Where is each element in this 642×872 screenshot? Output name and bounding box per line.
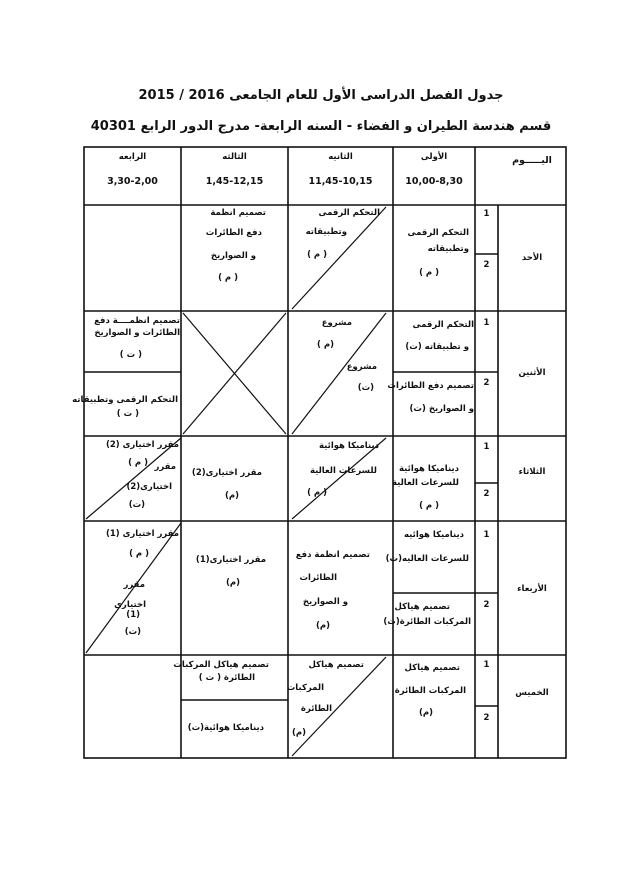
wed-p2-line: و الصواريخ [302, 597, 348, 607]
sun-p3-line: دفع الطائرات [205, 228, 262, 238]
thu-p1-line: تصميم هياكل [404, 663, 460, 673]
mon-p4a-line: ( ت ) [119, 350, 142, 360]
mon-p1b-line: و الصواريخ (ت) [409, 404, 474, 414]
thu-p2b-line: الطائرة [300, 704, 332, 714]
wed-p4b-line: (1) [126, 610, 140, 620]
group-number: 1 [483, 318, 490, 328]
day-thu: الخميس [515, 688, 549, 698]
group-number: 1 [483, 209, 490, 219]
tue-p3-line: مقرر اختيارى(2) [191, 468, 262, 478]
mon-p1a-line: التحكم الرقمى [412, 320, 474, 330]
sun-p3-line: تصميم انظمة [210, 208, 266, 218]
sun-p2-line: التحكم الرقمى [318, 208, 380, 218]
tue-p2b-line: ( م ) [307, 488, 327, 498]
group-number: 2 [483, 260, 490, 270]
thu-p3b-line: ديناميكا هوائية(ت) [187, 723, 264, 733]
mon-p4a-line: الطائرات و الصواريخ [94, 328, 180, 338]
wed-p2-line: الطائرات [299, 573, 337, 583]
header-period-2-time: 11,45-10,15 [308, 176, 373, 187]
tue-p2a-line: ديناميكا هوائية [319, 441, 379, 451]
wed-p4a-line: مقرر اختيارى (1) [105, 529, 179, 539]
day-wed: الأربعاء [517, 584, 547, 594]
group-number: 1 [483, 660, 490, 670]
sun-p2-line: ( م ) [307, 250, 327, 260]
tue-p4b-line: (ت) [128, 500, 145, 510]
mon-p2a-line: مشروع [321, 318, 352, 328]
header-period-3-name: الثالثه [222, 152, 247, 162]
tue-p2b-line: للسرعات العالية [309, 466, 377, 476]
tue-p1-line: ديناميكا هوائية [399, 464, 459, 474]
page-subtitle: قسم هندسة الطيران و الفضاء - السنه الرابعة- مدرج الدور الرابع 40301 [90, 119, 552, 134]
thu-p3a-line: تصميم هياكل المركبات [173, 660, 269, 670]
mon-p2b-line: مشروع [346, 362, 377, 372]
group-number: 1 [483, 530, 490, 540]
thu-p2b-line: (م) [292, 728, 306, 738]
header-period-2-name: الثانيه [328, 152, 353, 162]
wed-p1a-line: للسرعات العاليه(ت) [385, 554, 469, 564]
group-number: 2 [483, 600, 490, 610]
wed-p3-line: مقرر اختيارى(1) [195, 555, 266, 565]
mon-p4b-line: التحكم الرقمى وتطبيقاته [72, 395, 178, 405]
mon-p2a-line: (م ) [317, 340, 334, 350]
group-number: 1 [483, 442, 490, 452]
tue-p4b-line: مقرر [154, 462, 176, 472]
header-period-4-name: الرابعه [118, 152, 147, 162]
tue-p1-line: ( م ) [419, 501, 439, 511]
day-sun: الأحد [521, 253, 543, 263]
tue-p4a-line: ( م ) [128, 458, 148, 468]
mon-p4a-line: تصميم انظمــــة دفع [94, 316, 180, 326]
mon-p1a-line: و تطبيقاته (ت) [405, 342, 469, 352]
mon-p2b-line: (ت) [357, 383, 374, 393]
wed-p4b-line: (ت) [124, 627, 141, 637]
wed-p2-line: تصميم انظمة دفع [295, 550, 370, 560]
sun-p2-line: وتطبيقاته [305, 227, 347, 237]
header-period-3-time: 1,45-12,15 [205, 176, 264, 187]
wed-p4b-line: مقرر [123, 580, 145, 590]
wed-p4b-line: اختيارى [114, 600, 146, 610]
sun-p3-line: و الصواريخ [210, 251, 256, 261]
group-number: 2 [483, 489, 490, 499]
page-title: جدول الفصل الدراسى الأول للعام الجامعى 2016 / 2015 [138, 88, 504, 103]
day-tue: الثلاثاء [518, 467, 546, 477]
tue-p4b-line: اختيارى(2) [126, 482, 172, 492]
header-period-1-time: 10,00-8,30 [405, 176, 463, 187]
day-mon: الأثنين [518, 368, 546, 378]
group-number: 2 [483, 713, 490, 723]
thu-p1-line: (م) [419, 708, 433, 718]
thu-p2b-line: المركبات [286, 683, 324, 693]
thu-p3a-line: الطائرة ( ت ) [198, 673, 255, 683]
sun-p1-line: وتطبيقاته [427, 244, 469, 254]
tue-p1-line: للسرعات العالية [391, 478, 459, 488]
header-day-label: اليـــــوم [512, 155, 552, 166]
thu-p1-line: المركبات الطائرة [394, 686, 466, 696]
mon-p1b-line: تصميم دفع الطائرات [387, 381, 474, 391]
wed-p2-line: (م) [316, 621, 330, 631]
sun-p1-line: التحكم الرقمى [407, 228, 469, 238]
wed-p1b-line: تصميم هياكل [394, 602, 450, 612]
sun-p1-line: ( م ) [419, 268, 439, 278]
header-period-1-name: الأولى [420, 152, 448, 162]
wed-p3-line: (م) [226, 578, 240, 588]
tue-p3-line: (م) [225, 491, 239, 501]
thu-p2a-line: تصميم هياكل [308, 660, 364, 670]
wed-p1b-line: المركبات الطائرة(ت) [383, 617, 471, 627]
wed-p4a-line: ( م ) [129, 549, 149, 559]
mon-p4b-line: ( ت ) [116, 409, 139, 419]
diag-mon-p2 [292, 313, 386, 434]
sun-p3-line: ( م ) [218, 273, 238, 283]
group-number: 2 [483, 378, 490, 388]
wed-p1a-line: ديناميكا هوائيه [404, 530, 464, 540]
header-period-4-time: 3,30-2,00 [107, 176, 158, 187]
tue-p4a-line: مقرر اختيارى (2) [105, 440, 179, 450]
